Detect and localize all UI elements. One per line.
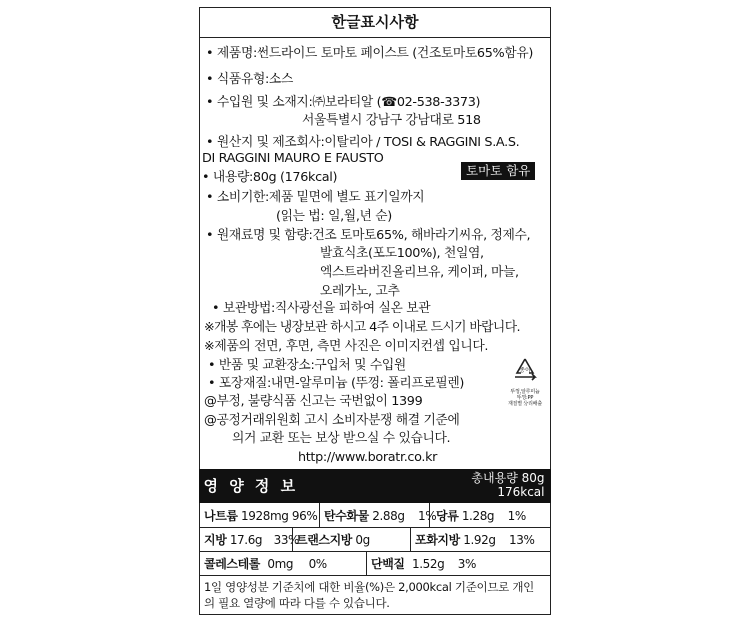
label-title: 한글표시사항	[331, 13, 419, 31]
content-amount: • 내용량:80g (176kcal)	[202, 170, 337, 186]
cholesterol-cell: 콜레스테롤 0mg 0%	[204, 557, 327, 571]
ingredients-line-1: • 원재료명 및 함량:건조 토마토65%, 해바라기씨유, 정제수,	[206, 228, 530, 244]
product-name: • 제품명:썬드라이드 토마토 페이스트 (건조토마토65%함유)	[206, 46, 533, 62]
website-url: http://www.boratr.co.kr	[298, 450, 438, 465]
nutrition-total	[471, 471, 544, 499]
ingredients-line-3: 엑스트라버진올리브유, 케이퍼, 마늘,	[320, 265, 519, 280]
food-type: • 식품유형:소스	[206, 72, 293, 88]
ftc-line-2: 의거 교환 또는 보상 받으실 수 있습니다.	[232, 431, 451, 446]
recycle-icon	[506, 357, 544, 413]
recycle-caption-3: 재질별 分리배출	[508, 401, 542, 407]
image-concept-note: ※제품의 전면, 후면, 측면 사진은 이미지컨셉 입니다.	[204, 339, 489, 354]
title-divider	[200, 37, 550, 38]
nutrition-footnote-1: 1일 영양성분 기준치에 대한 비율(%)은 2,000kcal 기준이므로 개인	[204, 580, 534, 594]
nutrition-row-2	[200, 527, 550, 552]
tomato-badge: 토마토 함유	[461, 162, 535, 180]
report-line: @부정, 불량식품 신고는 국번없이 1399	[204, 394, 423, 409]
importer-line-2: 서울특별시 강남구 강남대로 518	[302, 113, 481, 128]
nutrition-row-3	[200, 551, 550, 576]
storage-note: ※개봉 후에는 냉장보관 하시고 4주 이내로 드시기 바랍니다.	[204, 320, 520, 335]
total-kcal: 176kcal	[497, 485, 545, 499]
recycle-arrows-icon	[510, 357, 540, 385]
recycle-caption-1: 뚜껑,알루미늄	[510, 389, 540, 395]
nutrition-title: 영 양 정 보	[203, 477, 299, 495]
sodium-cell: 나트륨 1928mg 96%	[204, 509, 318, 523]
recycle-caption-2: 뚜껑:PP	[516, 395, 534, 401]
sugars-cell: 당류 1.28g 1%	[436, 509, 526, 523]
nutrition-header	[199, 469, 551, 503]
ingredients-line-2: 발효식초(포도100%), 천일염,	[320, 246, 484, 261]
saturated-fat-cell: 포화지방 1.92g 13%	[415, 533, 535, 547]
expiry-line-2: (읽는 법: 일,월,년 순)	[276, 209, 392, 224]
importer-line-1: • 수입원 및 소재지:㈜보라티알 (☎02-538-3373)	[206, 95, 480, 111]
expiry-line-1: • 소비기한:제품 밑면에 별도 표기일까지	[206, 190, 424, 206]
nutrition-footnote-2: 의 필요 열량에 따라 다를 수 있습니다.	[204, 596, 390, 610]
origin-line-2: DI RAGGINI MAURO E FAUSTO	[202, 151, 384, 166]
packaging-material: • 포장재질:내면-알루미늄 (뚜껑: 폴리프로필렌)	[208, 376, 464, 392]
storage-method: • 보관방법:직사광선을 피하여 실온 보관	[212, 301, 430, 317]
svg-text:종이: 종이	[519, 367, 531, 374]
return-place: • 반품 및 교환장소:구입처 및 수입원	[208, 358, 406, 374]
ingredients-line-4: 오레가노, 고추	[320, 284, 400, 299]
food-label	[199, 7, 551, 615]
origin-line-1: • 원산지 및 제조회사:이탈리아 / TOSI & RAGGINI S.A.S.	[206, 135, 519, 151]
ftc-line-1: @공정거래위원회 고시 소비자분쟁 해결 기준에	[204, 413, 460, 428]
carbs-cell: 탄수화물 2.88g 1%	[324, 509, 437, 523]
trans-fat-cell: 트랜스지방 0g	[296, 533, 370, 547]
nutrition-row-1	[200, 503, 550, 528]
fat-cell: 지방 17.6g 33%	[204, 533, 300, 547]
protein-cell: 단백질 1.52g 3%	[371, 557, 477, 571]
total-amount: 총내용량 80g	[471, 471, 545, 485]
